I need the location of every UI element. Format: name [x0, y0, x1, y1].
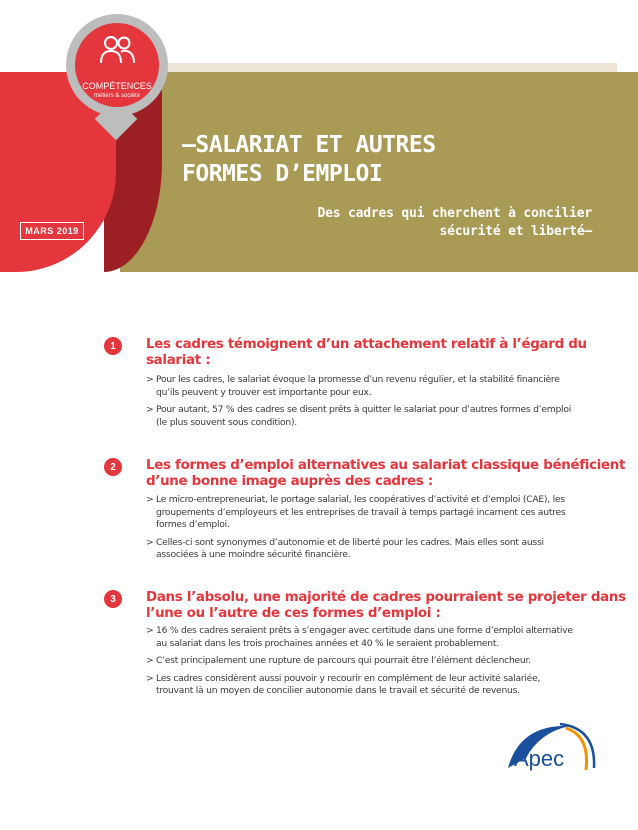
bullet-line: groupements d’employeurs et les entreprises de travail à temps partagé incarnent ces autres	[156, 506, 566, 518]
section-heading-line: Les cadres témoignent d’un attachement relatif à l’égard du	[146, 337, 587, 352]
section-number: 3	[104, 590, 122, 608]
bullet-line: 16 % des cadres seraient prêts à s’engager avec certitude dans une forme d’emploi alternative	[156, 625, 573, 636]
bullet-line: Le micro-entrepreneuriat, le portage salarial, les coopératives d’activité et d’emploi (CAE), les	[156, 494, 565, 505]
page-title	[182, 131, 602, 189]
bullet-line: C’est principalement une rupture de parcours qui pourrait être l’élément déclencheur.	[156, 655, 531, 666]
section-heading-line: salariat :	[146, 353, 211, 368]
bullet-marker: >	[146, 655, 154, 666]
section-heading-line: Les formes d’emploi alternatives au salariat classique bénéficient	[146, 458, 626, 473]
bullet-line: Celles-ci sont synonymes d’autonomie et de liberté pour les cadres. Mais elles sont aussi	[156, 536, 544, 548]
page-subtitle	[240, 205, 592, 241]
bullet-list	[146, 374, 596, 434]
section-heading-line: Dans l’absolu, une majorité de cadres pourraient se projeter dans	[146, 590, 626, 605]
page-title-line: –SALARIAT ET AUTRES	[182, 132, 436, 158]
bullet-line: Pour autant, 57 % des cadres se disent prêts à quitter le salariat pour d’autres formes d’emploi	[156, 404, 572, 415]
section-heading	[146, 590, 626, 622]
bullet-line: au salariat dans les trois prochaines années et 40 % le seraient probablement.	[156, 637, 499, 649]
bullet-marker: >	[146, 625, 154, 636]
bullet-item	[146, 374, 596, 399]
section-number: 2	[104, 458, 122, 476]
bullet-line: trouvant là un moyen de concilier autonomie dans le travail et sécurité de revenus.	[156, 685, 520, 696]
bullet-line: qu’ils peuvent y trouver est importante pour eux.	[156, 386, 372, 398]
section-heading	[146, 458, 626, 490]
section-heading-line: d’une bonne image auprès des cadres :	[146, 474, 433, 489]
bullet-line: Les cadres considèrent aussi pouvoir y recourir en complément de leur activité salariée,	[156, 672, 541, 684]
bullet-item	[146, 404, 596, 429]
bullet-line: Pour les cadres, le salariat évoque la promesse d’un revenu régulier, et la stabilité financière	[156, 374, 560, 385]
bullet-marker: >	[146, 374, 154, 385]
section-heading-line: l’une ou l’autre de ces formes d’emploi :	[146, 606, 441, 621]
bullet-list	[146, 625, 596, 703]
section-number: 1	[104, 337, 122, 355]
section-heading	[146, 337, 596, 369]
bullet-item	[146, 673, 596, 698]
bullet-item	[146, 625, 596, 650]
date-badge: MARS 2019	[20, 222, 84, 240]
logo-text: Apec	[514, 746, 565, 771]
bullet-line: associées à une moindre sécurité financière.	[156, 549, 351, 560]
page-subtitle-line: Des cadres qui cherchent à concilier	[317, 206, 592, 221]
bullet-item	[146, 494, 596, 532]
page-title-line: FORMES D’EMPLOI	[182, 161, 383, 187]
apec-logo	[500, 718, 600, 790]
bullet-marker: >	[146, 672, 154, 684]
badge-title: COMPÉTENCES	[82, 81, 152, 91]
bullet-line: formes d’emploi.	[156, 519, 230, 530]
bullet-marker: >	[146, 536, 154, 548]
logo-blue-arc	[560, 724, 594, 768]
page-subtitle-line: sécurité et liberté–	[439, 224, 592, 239]
badge-subtitle: métiers & société	[93, 93, 141, 99]
bullet-item	[146, 655, 596, 668]
bullet-list	[146, 494, 596, 567]
bullet-item	[146, 537, 596, 562]
bullet-marker: >	[146, 404, 154, 415]
people-icon	[97, 29, 137, 69]
bullet-line: (le plus souvent sous condition).	[156, 416, 297, 428]
bullet-marker: >	[146, 494, 154, 505]
